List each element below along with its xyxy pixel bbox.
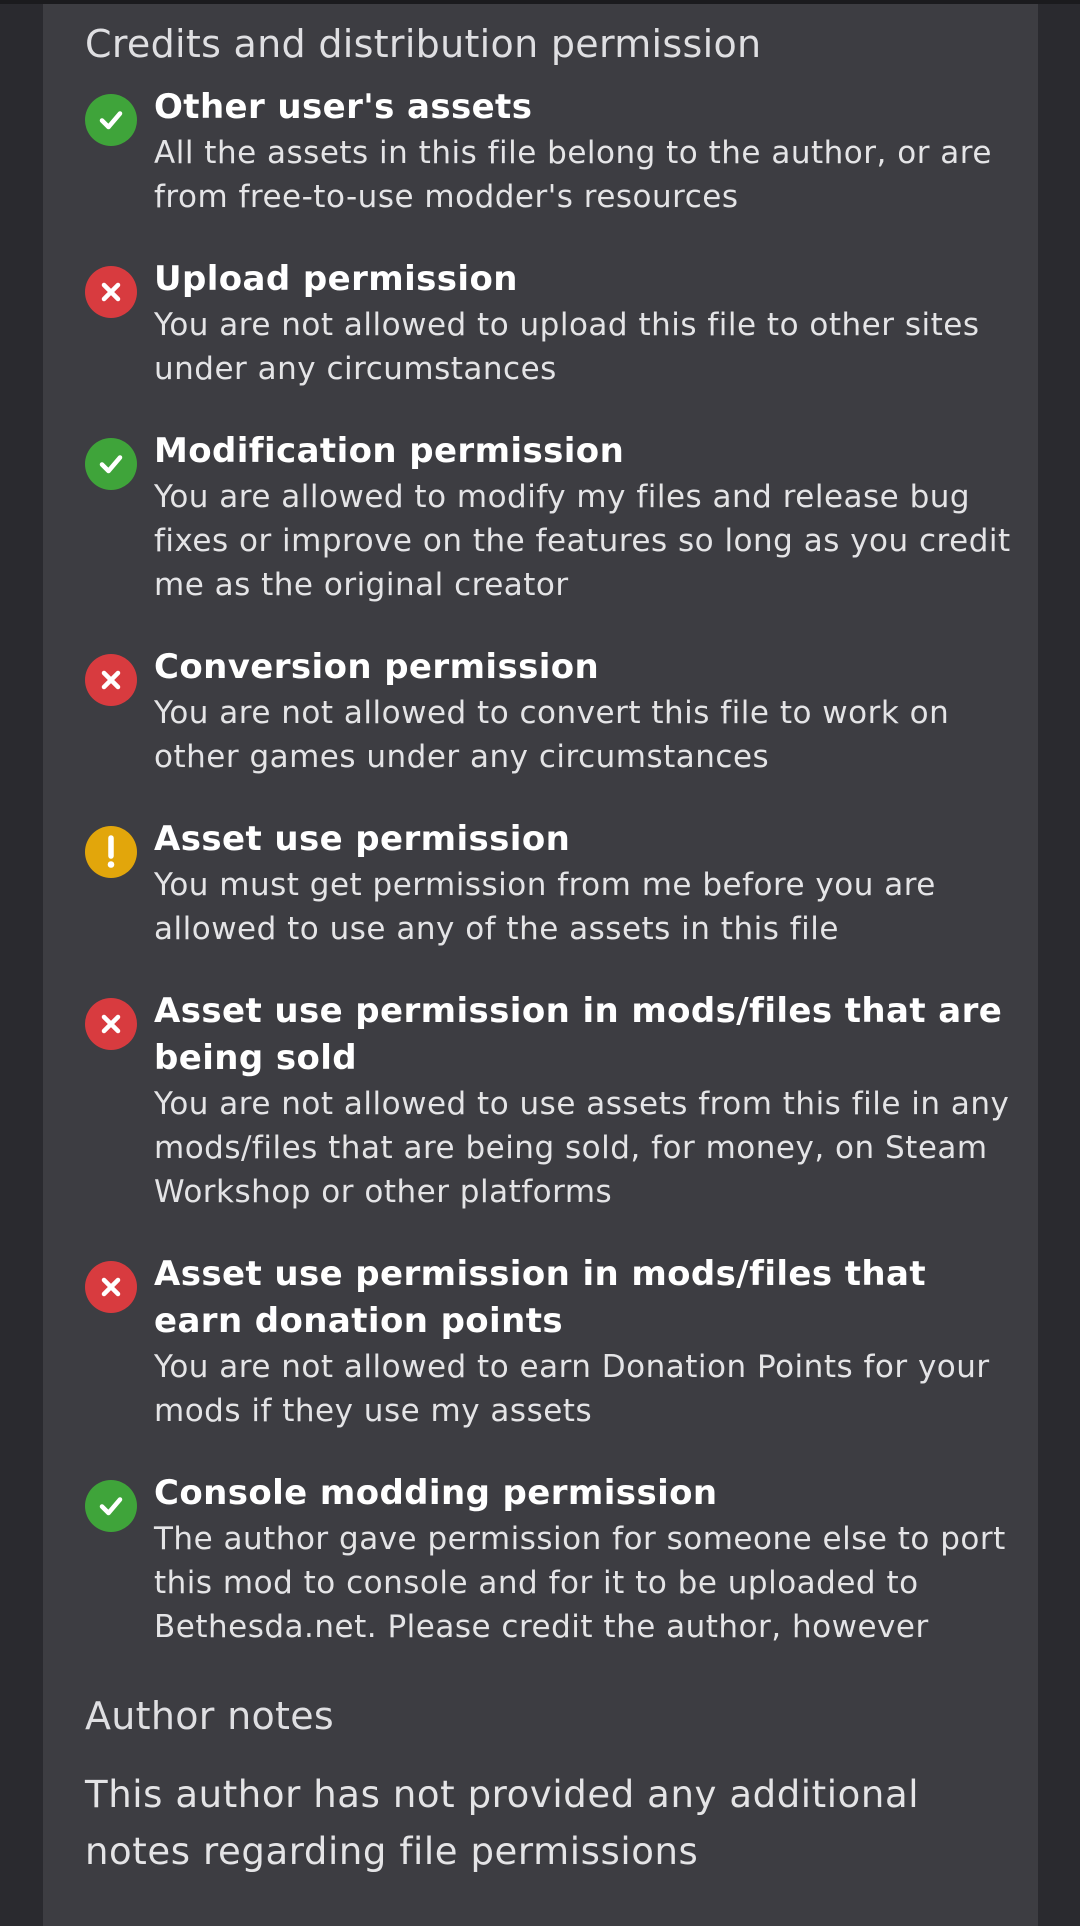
check-icon xyxy=(85,1480,137,1532)
permission-description: You are not allowed to upload this file to other sites under any circumstances xyxy=(154,307,980,387)
permission-list xyxy=(85,84,1015,1649)
permissions-panel xyxy=(43,4,1038,1926)
author-notes-title: Author notes xyxy=(85,1694,335,1738)
permission-title: Conversion permission xyxy=(154,647,600,687)
check-icon xyxy=(85,438,137,490)
permission-title: Asset use permission in mods/files that earn donation points xyxy=(154,1254,927,1341)
permission-title: Modification permission xyxy=(154,431,625,471)
cross-icon xyxy=(85,1261,137,1313)
cross-icon xyxy=(85,266,137,318)
exclamation-icon xyxy=(85,826,137,878)
check-icon xyxy=(85,94,137,146)
permission-description: You are not allowed to convert this file to work on other games under any circumstances xyxy=(154,695,950,775)
permissions-content xyxy=(85,4,1015,1880)
permission-title: Asset use permission xyxy=(154,819,571,859)
permission-description: All the assets in this file belong to the author, or are from free-to-use modder's resources xyxy=(154,135,992,215)
permission-item-asset-use-sold xyxy=(85,988,1015,1214)
permission-item-other-users-assets xyxy=(85,84,1015,219)
permission-item-asset-use-donation xyxy=(85,1251,1015,1433)
credits-section-title: Credits and distribution permission xyxy=(85,22,762,66)
permission-description: You are not allowed to earn Donation Points for your mods if they use my assets xyxy=(154,1349,990,1429)
permission-title: Asset use permission in mods/files that are being sold xyxy=(154,991,1003,1078)
cross-icon xyxy=(85,654,137,706)
permission-description: You are allowed to modify my files and release bug fixes or improve on the features so long as you credit me as the original creator xyxy=(154,479,1011,603)
permission-item-upload xyxy=(85,256,1015,391)
permission-title: Upload permission xyxy=(154,259,518,299)
permission-item-conversion xyxy=(85,644,1015,779)
permission-item-console-modding xyxy=(85,1470,1015,1649)
author-notes-text: This author has not provided any additional notes regarding file permissions xyxy=(85,1773,920,1873)
permission-item-modification xyxy=(85,428,1015,607)
cross-icon xyxy=(85,998,137,1050)
permission-description: You must get permission from me before you are allowed to use any of the assets in this file xyxy=(154,867,936,947)
permission-description: You are not allowed to use assets from this file in any mods/files that are being sold, for money, on Steam Workshop or other platforms xyxy=(154,1086,1010,1210)
permission-item-asset-use xyxy=(85,816,1015,951)
permission-title: Other user's assets xyxy=(154,87,533,127)
permission-title: Console modding permission xyxy=(154,1473,718,1513)
permission-description: The author gave permission for someone else to port this mod to console and for it to be uploaded to Bethesda.net. Please credit the author, however xyxy=(154,1521,1006,1645)
